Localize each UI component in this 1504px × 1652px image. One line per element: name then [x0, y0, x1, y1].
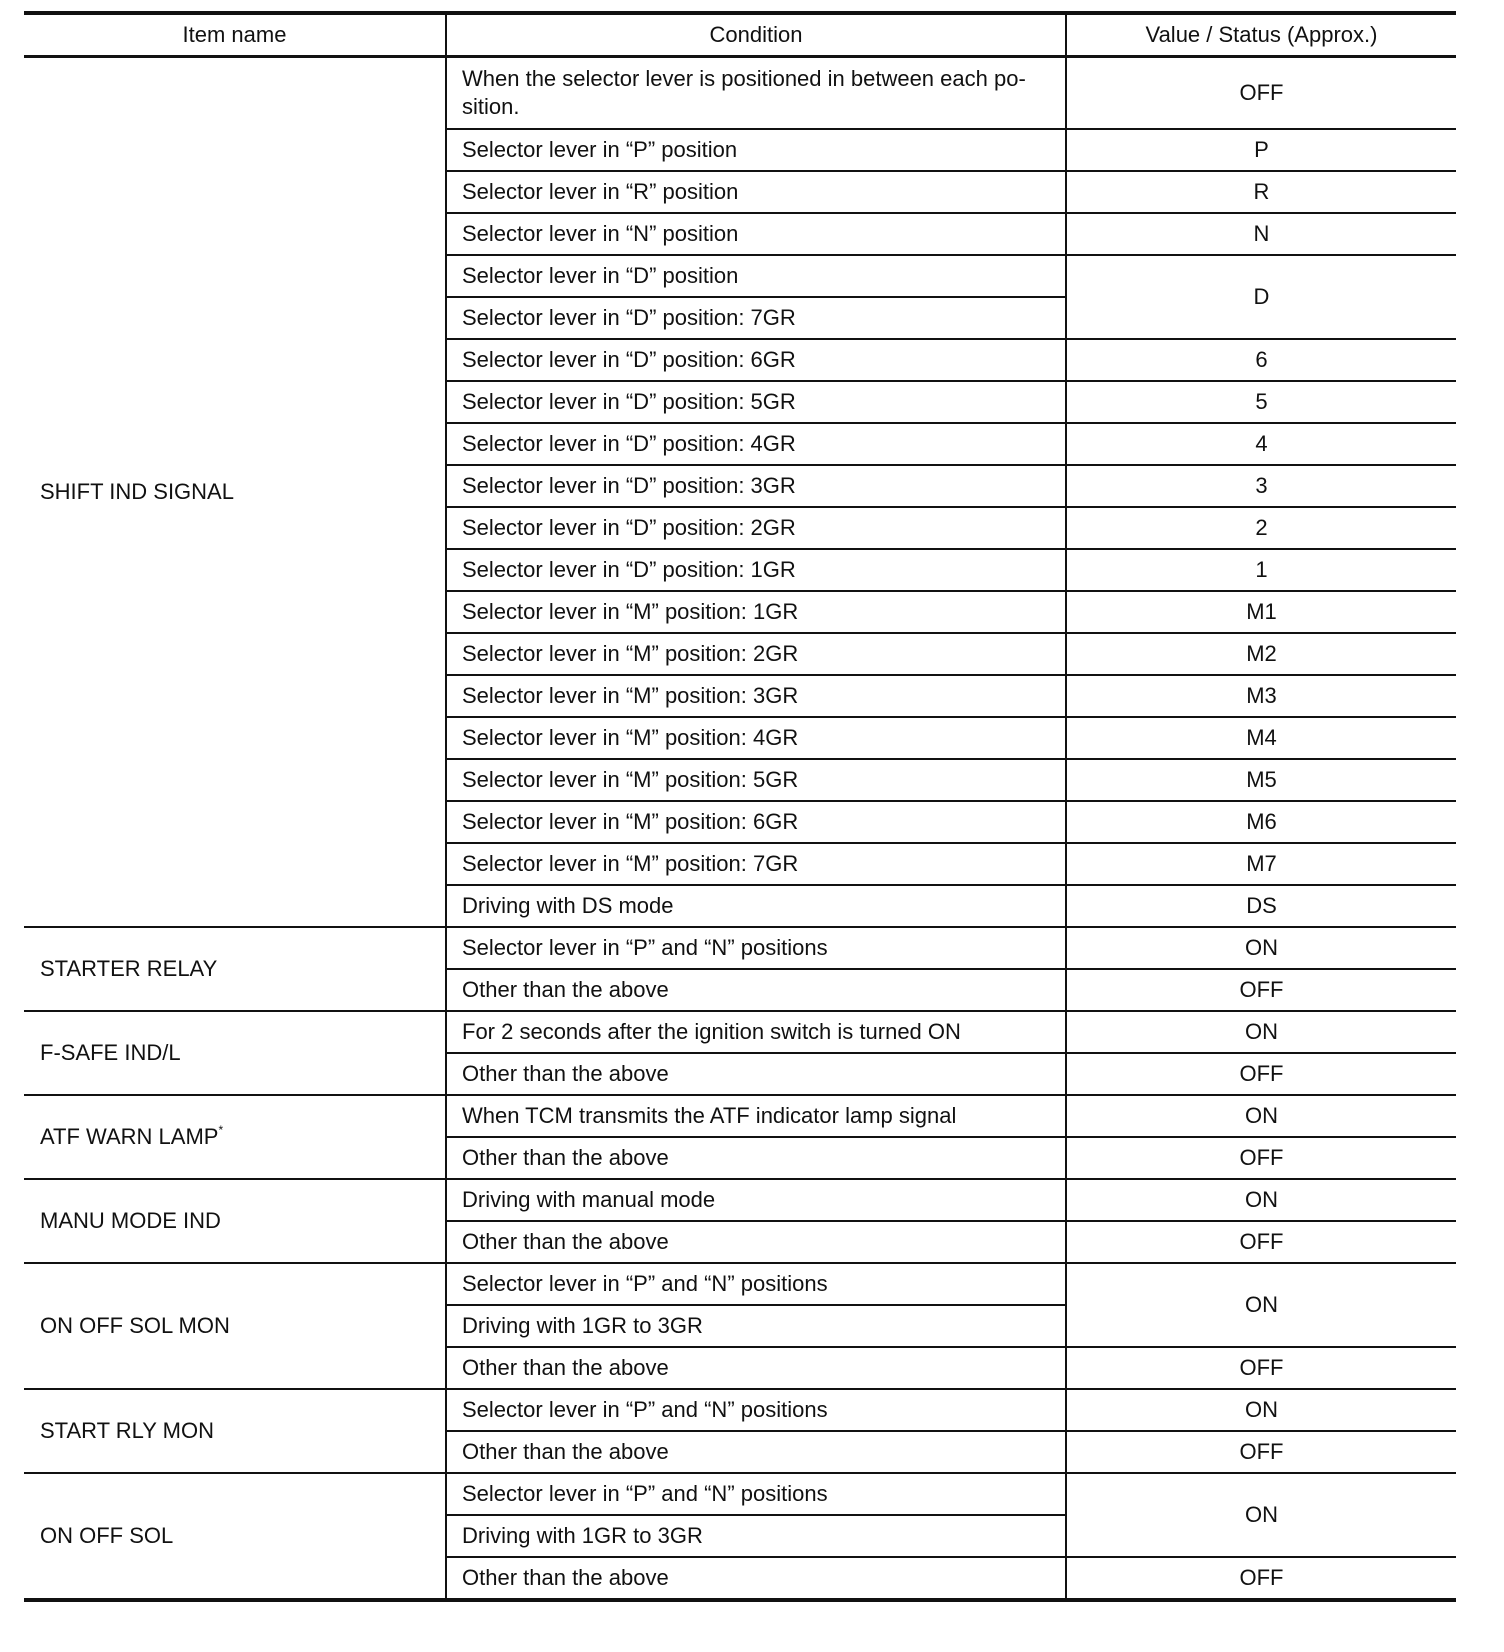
item-name-cell: ON OFF SOL [24, 1473, 446, 1600]
condition-cell: Selector lever in “M” position: 3GR [446, 675, 1066, 717]
header-row [24, 13, 1456, 57]
condition-cell: Selector lever in “P” and “N” positions [446, 927, 1066, 969]
value-cell: ON [1066, 1095, 1456, 1137]
table-row [24, 927, 1456, 969]
header-item-name: Item name [24, 13, 446, 57]
table-row [24, 1263, 1456, 1305]
table-row [24, 57, 1456, 130]
condition-cell: Selector lever in “M” position: 1GR [446, 591, 1066, 633]
table-row [24, 1473, 1456, 1515]
value-cell: R [1066, 171, 1456, 213]
condition-cell: Driving with DS mode [446, 885, 1066, 927]
value-cell: N [1066, 213, 1456, 255]
value-cell: OFF [1066, 969, 1456, 1011]
value-cell: 6 [1066, 339, 1456, 381]
item-name-cell: SHIFT IND SIGNAL [40, 479, 234, 504]
value-cell: OFF [1066, 1137, 1456, 1179]
table-row [24, 1011, 1456, 1053]
value-cell: OFF [1066, 1053, 1456, 1095]
condition-cell: Selector lever in “D” position [446, 255, 1066, 297]
condition-cell: Other than the above [446, 969, 1066, 1011]
value-cell: ON [1066, 1263, 1456, 1347]
value-cell: ON [1066, 1011, 1456, 1053]
value-cell: OFF [1066, 57, 1456, 130]
header-value-status: Value / Status (Approx.) [1066, 13, 1456, 57]
condition-cell: Selector lever in “R” position [446, 171, 1066, 213]
table-row [24, 1389, 1456, 1431]
spec-table-container [24, 11, 1456, 1602]
value-cell: M2 [1066, 633, 1456, 675]
value-cell: OFF [1066, 1431, 1456, 1473]
value-cell: M1 [1066, 591, 1456, 633]
item-name-cell: STARTER RELAY [24, 927, 446, 1011]
condition-cell: Selector lever in “D” position: 3GR [446, 465, 1066, 507]
condition-cell: Selector lever in “M” position: 7GR [446, 843, 1066, 885]
condition-cell: Selector lever in “M” position: 6GR [446, 801, 1066, 843]
footnote-mark: * [218, 1123, 224, 1137]
condition-cell: Other than the above [446, 1221, 1066, 1263]
table-row [24, 1179, 1456, 1221]
condition-cell: Selector lever in “M” position: 4GR [446, 717, 1066, 759]
value-cell: OFF [1066, 1557, 1456, 1600]
value-cell: M3 [1066, 675, 1456, 717]
item-name-cell: ON OFF SOL MON [24, 1263, 446, 1389]
condition-cell: Other than the above [446, 1347, 1066, 1389]
value-cell: M5 [1066, 759, 1456, 801]
condition-cell: Selector lever in “D” position: 1GR [446, 549, 1066, 591]
value-cell: ON [1066, 1473, 1456, 1557]
value-cell: 4 [1066, 423, 1456, 465]
value-cell: ON [1066, 927, 1456, 969]
value-cell: D [1066, 255, 1456, 339]
item-name-cell: MANU MODE IND [24, 1179, 446, 1263]
condition-cell: For 2 seconds after the ignition switch is turned ON [446, 1011, 1066, 1053]
item-name-text: ATF WARN LAMP [40, 1124, 219, 1149]
data-monitor-table [24, 11, 1456, 1602]
value-cell: M6 [1066, 801, 1456, 843]
condition-cell: Driving with manual mode [446, 1179, 1066, 1221]
value-cell: 2 [1066, 507, 1456, 549]
condition-cell: Selector lever in “D” position: 6GR [446, 339, 1066, 381]
value-cell: 3 [1066, 465, 1456, 507]
item-name-cell [24, 1095, 446, 1179]
condition-cell: Selector lever in “D” position: 5GR [446, 381, 1066, 423]
condition-cell: Selector lever in “P” and “N” positions [446, 1389, 1066, 1431]
condition-cell: Selector lever in “D” position: 4GR [446, 423, 1066, 465]
value-cell: M4 [1066, 717, 1456, 759]
item-name-cell: F-SAFE IND/L [24, 1011, 446, 1095]
value-cell: DS [1066, 885, 1456, 927]
value-cell: ON [1066, 1179, 1456, 1221]
condition-cell: Other than the above [446, 1431, 1066, 1473]
condition-cell: Other than the above [446, 1053, 1066, 1095]
condition-cell: Selector lever in “P” and “N” positions [446, 1473, 1066, 1515]
value-cell: P [1066, 129, 1456, 171]
value-cell: OFF [1066, 1221, 1456, 1263]
condition-cell: Selector lever in “M” position: 5GR [446, 759, 1066, 801]
condition-cell: Selector lever in “P” position [446, 129, 1066, 171]
condition-cell: When TCM transmits the ATF indicator lamp signal [446, 1095, 1066, 1137]
condition-cell: Selector lever in “P” and “N” positions [446, 1263, 1066, 1305]
header-condition: Condition [446, 13, 1066, 57]
condition-cell: Selector lever in “N” position [446, 213, 1066, 255]
condition-cell: Selector lever in “D” position: 7GR [446, 297, 1066, 339]
value-cell: 5 [1066, 381, 1456, 423]
value-cell: 1 [1066, 549, 1456, 591]
condition-cell: Driving with 1GR to 3GR [446, 1515, 1066, 1557]
condition-cell: Other than the above [446, 1557, 1066, 1600]
condition-cell: Selector lever in “M” position: 2GR [446, 633, 1066, 675]
condition-cell: Selector lever in “D” position: 2GR [446, 507, 1066, 549]
condition-cell: Driving with 1GR to 3GR [446, 1305, 1066, 1347]
condition-cell: When the selector lever is positioned in between each po-sition. [446, 57, 1066, 130]
condition-cell: Other than the above [446, 1137, 1066, 1179]
item-name-cell: START RLY MON [24, 1389, 446, 1473]
value-cell: OFF [1066, 1347, 1456, 1389]
value-cell: ON [1066, 1389, 1456, 1431]
value-cell: M7 [1066, 843, 1456, 885]
table-row [24, 1095, 1456, 1137]
